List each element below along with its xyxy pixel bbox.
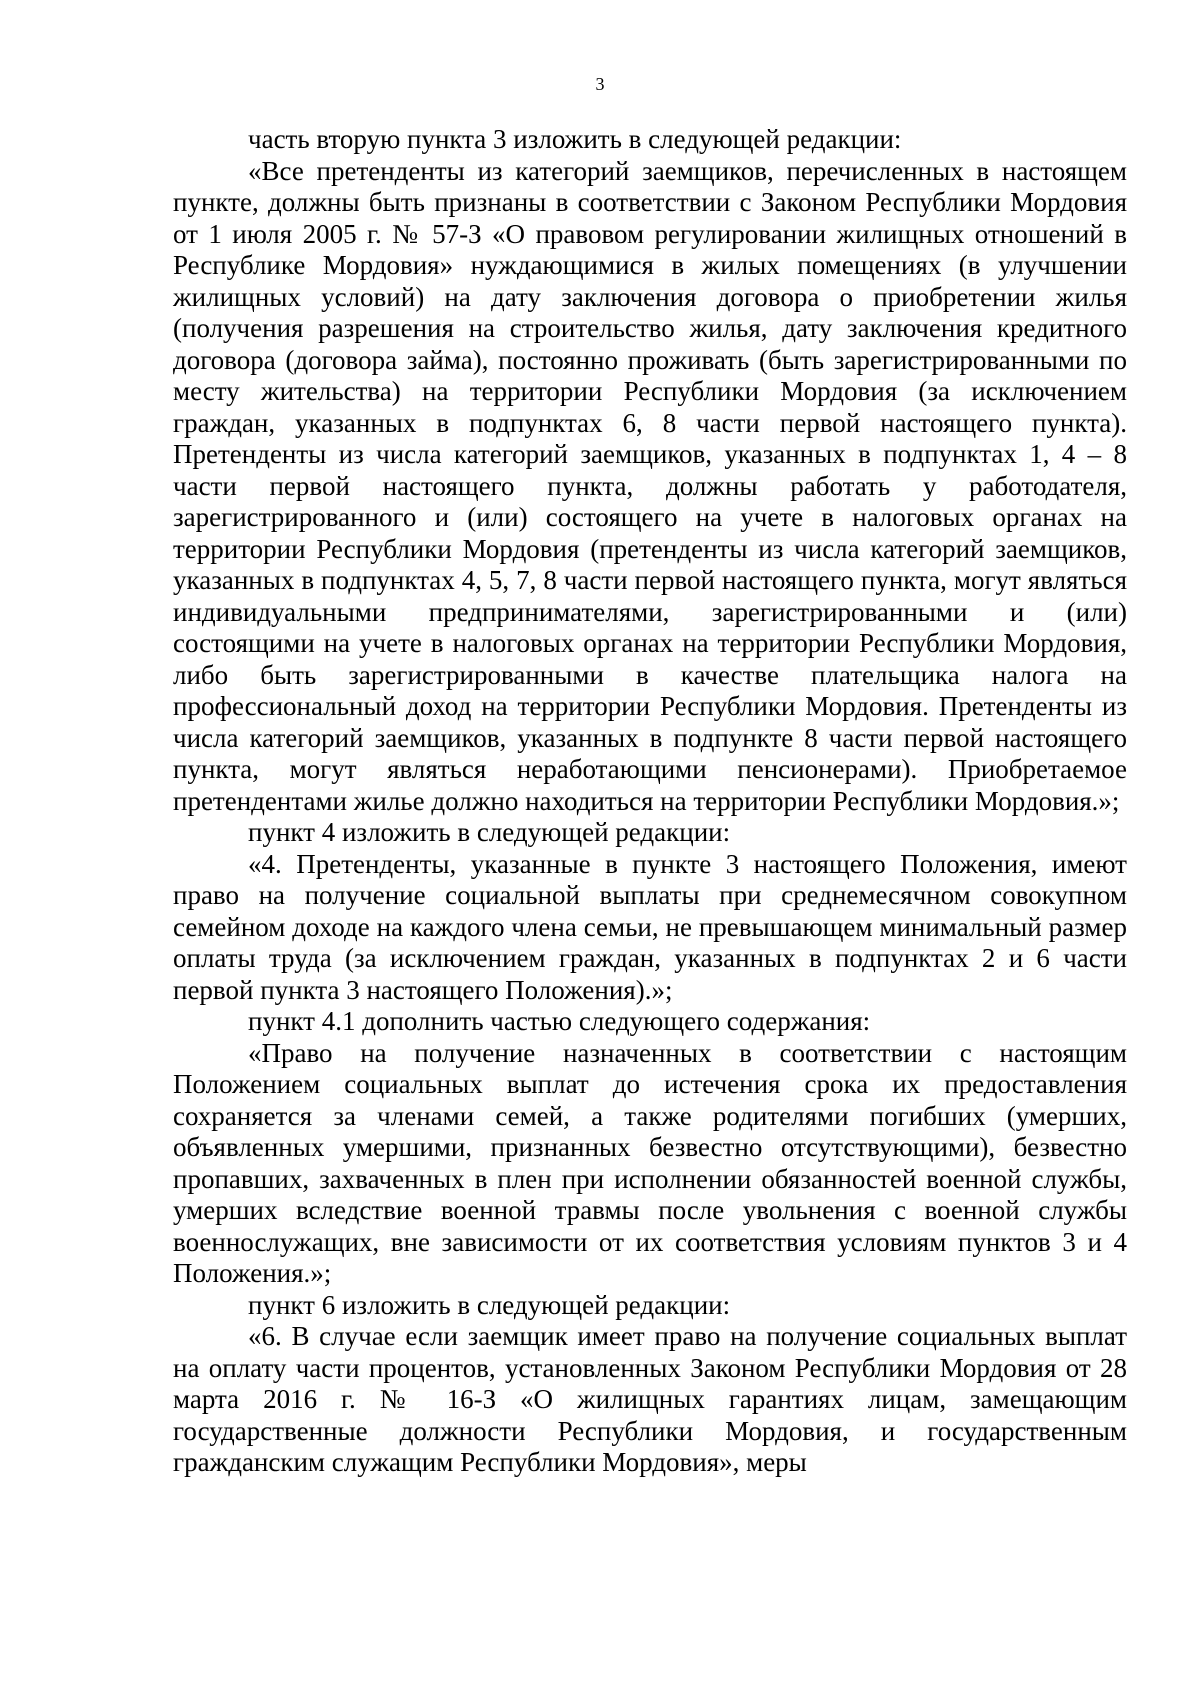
- document-body: [173, 124, 1127, 1479]
- paragraph-instruction-point-4-1: пункт 4.1 дополнить частью следующего содержания:: [248, 1006, 871, 1036]
- paragraph-quoted-point-4-text: «4. Претенденты, указанные в пункте 3 настоящего Положения, имеют право на получение социальной выплаты при среднемесячном совокупном семейном доходе на каждого члена семьи, не превышающем минимальный размер оплаты труда (за исключением граждан, указанных в подпунктах 2 и 6 части первой пункта 3 настоящего Положения).»;: [173, 848, 1127, 1005]
- paragraph-instruction-part-two-point-3: часть вторую пункта 3 изложить в следующей редакции:: [248, 124, 902, 154]
- paragraph-quoted-point-4-1-text: «Право на получение назначенных в соответствии с настоящим Положением социальных выплат до истечения срока их предоставления сохраняется за членами семей, а также родителями погибших (умерших, объявленных умершими, признанных безвестно отсутствующими), безвестно пропавших, захваченных в плен при исполнении обязанностей военной службы, умерших вследствие военной травмы после увольнения с военной службы военнослужащих, вне зависимости от их соответствия условиям пунктов 3 и 4 Положения.»;: [173, 1037, 1127, 1288]
- paragraph-instruction-point-4: пункт 4 изложить в следующей редакции:: [248, 817, 731, 847]
- paragraph-instruction-point-6: пункт 6 изложить в следующей редакции:: [248, 1289, 731, 1320]
- paragraph-quoted-point-6-text: «6. В случае если заемщик имеет право на получение социальных выплат на оплату части процентов, установленных Законом Республики Мордовия от 28 марта 2016 г. № 16-З «О жилищных гарантиях лицам, замещающим государственные должности Республики Мордовия, и государственным гражданским служащим Республики Мордовия», меры: [173, 1321, 1127, 1477]
- page-number: 3: [595, 74, 605, 94]
- paragraph-quoted-point-3-text: «Все претенденты из категорий заемщиков, перечисленных в настоящем пункте, должны быть признаны в соответствии с Законом Республики Мордовия от 1 июля 2005 г. № 57-З «О правовом регулировании жилищных отношений в Республике Мордовия» нуждающимися в жилых помещениях (в улучшении жилищных условий) на дату заключения договора о приобретении жилья (получения разрешения на строительство жилья, дату заключения кредитного договора (договора займа), постоянно проживать (быть зарегистрированными по месту жительства) на территории Республики Мордовия (за исключением граждан, указанных в подпунктах 6, 8 части первой настоящего пункта). Претенденты из числа категорий заемщиков, указанных в подпунктах 1, 4 – 8 части первой настоящего пункта, должны работать у работодателя, зарегистрированного и (или) состоящего на учете в налоговых органах на территории Республики Мордовия (претенденты из числа категорий заемщиков, указанных в подпунктах 4, 5, 7, 8 части первой настоящего пункта, могут являться индивидуальными предпринимателями, зарегистрированными и (или) состоящими на учете в налоговых органах на территории Республики Мордовия, либо быть зарегистрированными в качестве плательщика налога на профессиональный доход на территории Республики Мордовия. Претенденты из числа категорий заемщиков, указанных в подпункте 8 части первой настоящего пункта, могут являться неработающими пенсионерами). Приобретаемое претендентами жилье должно находиться на территории Республики Мордовия.»;: [173, 155, 1127, 816]
